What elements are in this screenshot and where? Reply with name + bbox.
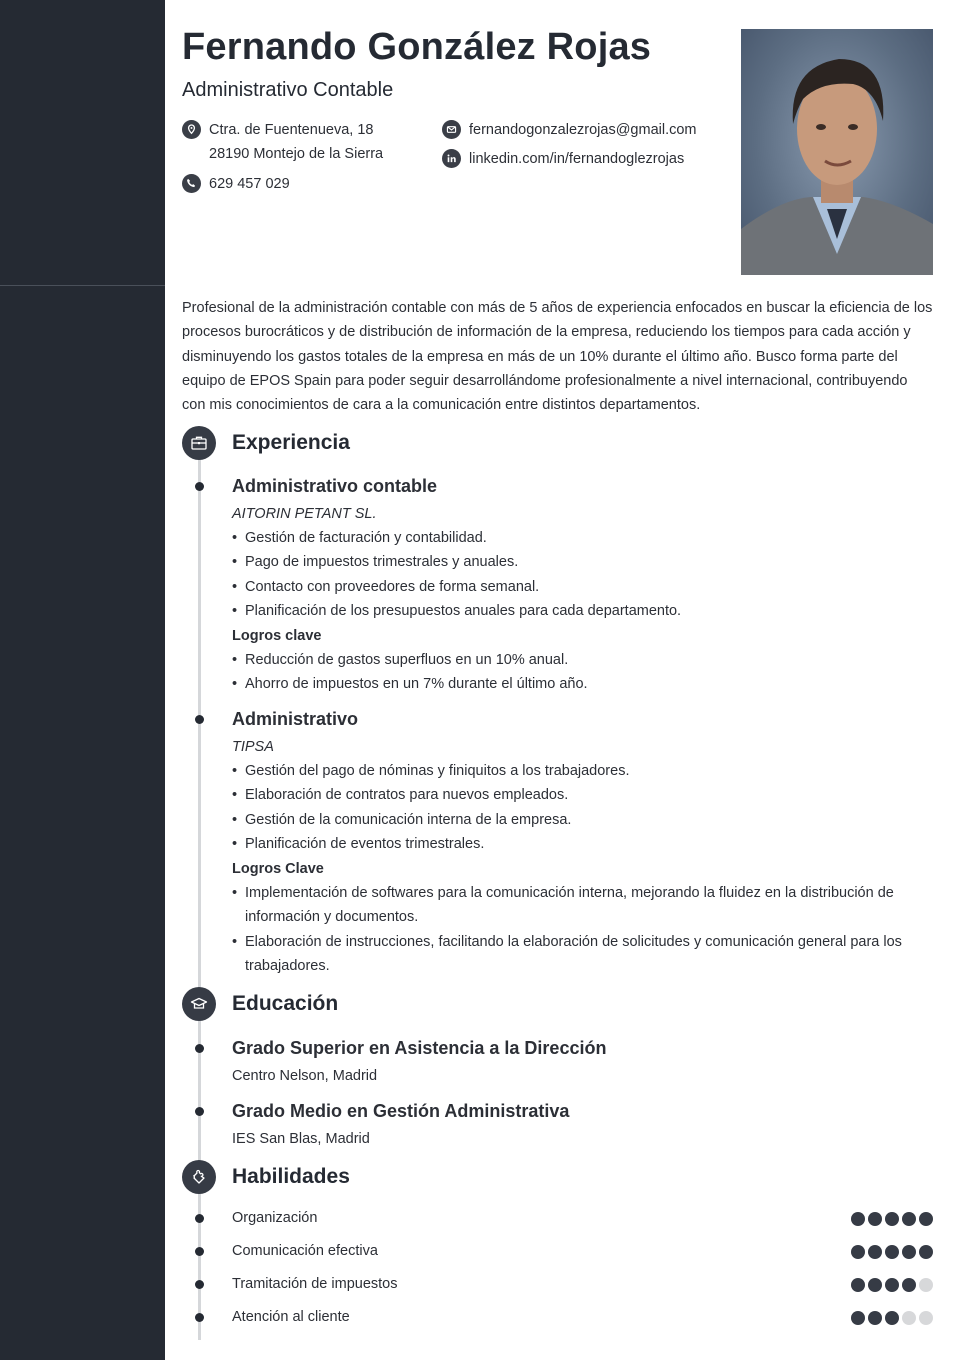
list-item: • Implementación de softwares para la comunicación interna, mejorando la fluidez en la distribución de información y documentos. [232, 881, 932, 930]
job-title-headline: Administrativo Contable [182, 79, 394, 101]
education-2-school: IES San Blas, Madrid [232, 1131, 370, 1147]
list-item: • Planificación de eventos trimestrales. [232, 832, 932, 856]
job-1-achievements [232, 648, 932, 697]
address-line-1: Ctra. de Fuentenueva, 18 [209, 122, 374, 138]
contact-address [182, 118, 383, 166]
email-icon [442, 120, 461, 139]
list-item: • Reducción de gastos superfluos en un 10% anual. [232, 648, 932, 672]
education-2-dates: 2011-09 - 2015-06 [839, 1102, 954, 1118]
list-item: • Contacto con proveedores de forma semanal. [232, 575, 932, 599]
phone-icon [182, 174, 201, 193]
sidebar [0, 0, 165, 1360]
job-2-achievements [232, 881, 932, 978]
email-link[interactable]: fernandogonzalezrojas@gmail.com [469, 122, 697, 138]
timeline-dot [195, 1280, 204, 1289]
job-1-title: Administrativo contable [232, 476, 438, 496]
address-line-2: 28190 Montejo de la Sierra [209, 146, 384, 162]
contact-email[interactable] [442, 118, 697, 142]
contact-phone [182, 172, 290, 196]
profile-photo [741, 29, 933, 275]
skill-1-rating [851, 1212, 933, 1226]
experience-heading: Experiencia [232, 431, 350, 454]
timeline-dot [195, 1044, 204, 1053]
list-item: • Elaboración de contratos para nuevos empleados. [232, 783, 932, 807]
education-2-degree: Grado Medio en Gestión Administrativa [232, 1101, 570, 1121]
timeline-dot [195, 1247, 204, 1256]
contact-linkedin[interactable] [442, 147, 684, 171]
phone-number: 629 457 029 [209, 176, 290, 192]
timeline-dot [195, 715, 204, 724]
list-item: • Elaboración de instrucciones, facilitando la elaboración de solicitudes y comunicación general para los trabajadores. [232, 930, 932, 979]
list-item: • Gestión de la comunicación interna de la empresa. [232, 808, 932, 832]
timeline-line [198, 445, 201, 1340]
puzzle-piece-icon [189, 1167, 209, 1187]
timeline-dot [195, 482, 204, 491]
candidate-name: Fernando González Rojas [182, 26, 652, 68]
skill-1-name: Organización [232, 1210, 318, 1226]
list-item: • Pago de impuestos trimestrales y anuales. [232, 550, 932, 574]
list-item: • Gestión de facturación y contabilidad. [232, 526, 932, 550]
job-2-achievements-heading: Logros Clave [232, 861, 324, 877]
timeline-dot [195, 1313, 204, 1322]
skill-3-rating [851, 1278, 933, 1292]
linkedin-link[interactable]: linkedin.com/in/fernandoglezrojas [469, 151, 685, 167]
education-section-icon [182, 987, 216, 1021]
briefcase-icon [189, 433, 209, 453]
skill-4-name: Atención al cliente [232, 1309, 350, 1325]
skill-3-name: Tramitación de impuestos [232, 1276, 398, 1292]
education-1-degree: Grado Superior en Asistencia a la Dirección [232, 1038, 607, 1058]
job-2-company: TIPSA [232, 739, 274, 755]
skill-2-name: Comunicación efectiva [232, 1243, 378, 1259]
experience-section-icon [182, 426, 216, 460]
timeline-dot [195, 1107, 204, 1116]
job-2-dates: 2015-07 - 2016-12 [838, 711, 954, 727]
linkedin-icon [442, 149, 461, 168]
list-item: • Planificación de los presupuestos anuales para cada departamento. [232, 599, 932, 623]
job-1-company: AITORIN PETANT SL. [232, 506, 377, 522]
education-1-school: Centro Nelson, Madrid [232, 1068, 378, 1084]
timeline-dot [195, 1214, 204, 1223]
list-item: • Ahorro de impuestos en un 7% durante el último año. [232, 672, 932, 696]
skill-4-rating [851, 1311, 933, 1325]
sidebar-divider [0, 285, 165, 286]
skills-section-icon [182, 1160, 216, 1194]
education-heading: Educación [232, 992, 339, 1015]
skills-heading: Habilidades [232, 1165, 350, 1188]
list-item: • Gestión del pago de nóminas y finiquitos a los trabajadores. [232, 759, 932, 783]
education-1-dates: 2013-09 - 2015-06 [838, 1039, 954, 1055]
job-2-duties [232, 759, 932, 856]
skill-2-rating [851, 1245, 933, 1259]
job-2-title: Administrativo [232, 709, 359, 729]
job-1-duties [232, 526, 932, 623]
job-1-achievements-heading: Logros clave [232, 628, 322, 644]
profile-summary: Profesional de la administración contable con más de 5 años de experiencia enfocados en buscar la eficiencia de los procesos burocráticos y de distribución de información de la empresa, reduciendo los tiempos para cada acción y disminuyendo los gastos totales de la empresa en más de un 10% durante el último año. Busco forma parte del equipo de EPOS Spain para poder seguir desarrollándome profesionalmente a nivel internacional, contribuyendo con mis conocimientos de cara a la comunicación entre distintos departamentos. [182, 300, 933, 414]
graduation-cap-icon [189, 994, 209, 1014]
job-1-dates: 2017-01 - 2020-09 [838, 478, 954, 494]
location-pin-icon [182, 120, 201, 139]
